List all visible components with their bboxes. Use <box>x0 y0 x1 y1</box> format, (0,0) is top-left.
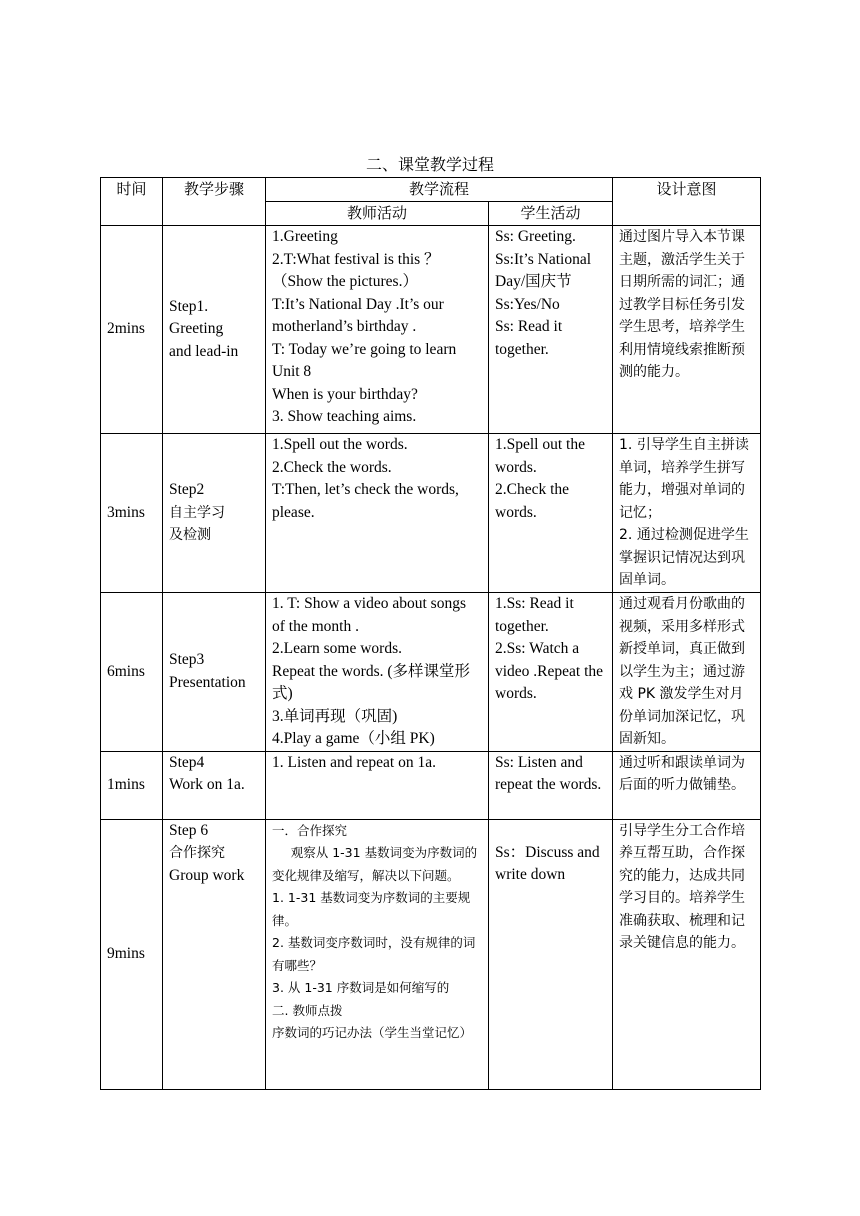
step-cell <box>163 593 266 752</box>
design-intent-cell <box>613 434 761 593</box>
teacher-activity-cell <box>266 593 489 752</box>
step-line: 合作探究 <box>169 845 225 861</box>
header-flow: 教学流程 <box>266 178 613 202</box>
student-line: Ss: Greeting. <box>495 228 576 245</box>
teacher-line: 序数词的巧记办法（学生当堂记忆） <box>272 1025 473 1040</box>
teacher-line: 1. 1-31 基数词变为序数词的主要规律。 <box>272 890 471 928</box>
teacher-line: 1.Spell out the words. <box>272 436 408 453</box>
header-time: 时间 <box>101 178 163 226</box>
step-line: Step3 <box>169 651 205 669</box>
student-line: 2.Check the words. <box>495 481 570 521</box>
step-cell <box>163 819 266 1089</box>
intent-line: 1. 引导学生自主拼读单词，培养学生拼写能力，增强对单词的记忆； <box>619 437 749 521</box>
student-line: Ss: Read it together. <box>495 318 563 358</box>
teacher-line: 1. T: Show a video about songs of the month . <box>272 595 466 635</box>
step-line: Step2 <box>169 481 205 499</box>
design-intent-cell: 通过观看月份歌曲的视频，采用多样形式新授单词，真正做到以学生为主；通过游戏 PK 激发学生对月份单词加深记忆，巩固新知。 <box>613 593 761 752</box>
teacher-line: 1. Listen and repeat on 1a. <box>272 753 436 771</box>
header-student: 学生活动 <box>489 202 613 226</box>
student-activity-cell <box>489 434 613 593</box>
teacher-activity-cell <box>266 434 489 593</box>
teacher-line: Repeat the words. (多样课堂形式) <box>272 662 471 702</box>
teacher-line: 一．合作探究 <box>272 822 348 838</box>
step-line: Step 6 <box>169 821 209 839</box>
teacher-line: When is your birthday? <box>272 385 418 403</box>
step-line: 自主学习 <box>169 504 225 521</box>
teacher-line: 二. 教师点拨 <box>272 1002 343 1018</box>
section-title: 二、课堂教学过程 <box>365 155 494 174</box>
step-line: 及检测 <box>169 527 211 544</box>
student-line: Ss：Discuss and write down <box>495 843 600 883</box>
time-cell: 2mins <box>101 226 163 434</box>
student-line: 1.Ss: Read it together. <box>495 595 574 635</box>
teacher-line: 观察从 1-31 基数词变为序数词的变化规律及缩写，解决以下问题。 <box>272 845 478 883</box>
step-line: Work on 1a. <box>169 776 245 793</box>
teacher-line: 4.Play a game（小组 PK) <box>272 730 435 747</box>
student-line: 1.Spell out the words. <box>495 436 585 476</box>
teacher-activity-cell <box>266 226 489 434</box>
design-intent-cell: 引导学生分工合作培养互帮互助，合作探究的能力，达成共同学习目的。培养学生准确获取、梳理和记录关键信息的能力。 <box>613 819 761 1089</box>
design-intent-cell: 通过听和跟读单词为后面的听力做铺垫。 <box>613 751 761 819</box>
teacher-activity-cell <box>266 751 489 819</box>
table-row <box>101 819 761 1089</box>
step-line: Step4 <box>169 753 205 771</box>
header-steps: 教学步骤 <box>163 178 266 226</box>
table-row <box>101 751 761 819</box>
student-activity-cell <box>489 593 613 752</box>
time-cell: 1mins <box>101 751 163 819</box>
student-activity-cell <box>489 751 613 819</box>
student-activity-cell <box>489 819 613 1089</box>
step-line: Presentation <box>169 673 246 691</box>
teacher-line: 2. 基数词变序数词时，没有规律的词有哪些？ <box>272 935 476 973</box>
step-line: Greeting <box>169 320 224 338</box>
table-row <box>101 593 761 752</box>
step-cell <box>163 751 266 819</box>
header-row <box>101 178 761 202</box>
step-line: Step1. <box>169 297 209 315</box>
student-line: Ss:It’s National Day/国庆节 <box>495 250 592 290</box>
student-activity-cell <box>489 226 613 434</box>
teacher-activity-cell <box>266 819 489 1089</box>
teacher-line: 3.单词再现（巩固) <box>272 707 398 725</box>
teacher-line: 2.Learn some words. <box>272 640 402 657</box>
step-cell <box>163 434 266 593</box>
teacher-line: 2.T:What festival is this ？（Show the pictures.） <box>272 250 440 290</box>
teacher-line: 2.Check the words. <box>272 458 392 476</box>
step-line: and lead-in <box>169 342 239 360</box>
header-intent: 设计意图 <box>613 178 761 226</box>
teacher-line: T:Then, let’s check the words, please. <box>272 481 459 521</box>
intent-line: 2. 通过检测促进学生掌握识记情况达到巩固单词。 <box>619 527 749 588</box>
student-line: Ss:Yes/No <box>495 295 560 313</box>
teacher-line: 3. 从 1-31 序数词是如何缩写的 <box>272 980 450 995</box>
time-cell: 6mins <box>101 593 163 752</box>
student-line: 2.Ss: Watch a video .Repeat the words. <box>495 640 604 702</box>
design-intent-cell: 通过图片导入本节课主题，激活学生关于日期所需的词汇；通过教学目标任务引发学生思考，培养学生利用情境线索推断预测的能力。 <box>613 226 761 434</box>
teacher-line: T: Today we’re going to learn Unit 8 <box>272 340 457 380</box>
table-row <box>101 226 761 434</box>
teacher-line: 1.Greeting <box>272 228 338 245</box>
step-cell <box>163 226 266 434</box>
time-cell: 9mins <box>101 819 163 1089</box>
teacher-line: T:It’s National Day .It’s our motherland’s birthday . <box>272 295 444 335</box>
step-line: Group work <box>169 866 245 884</box>
teacher-line: 3. Show teaching aims. <box>272 408 417 425</box>
lesson-process-table <box>100 177 761 1090</box>
header-teacher: 教师活动 <box>266 202 489 226</box>
table-row <box>101 434 761 593</box>
time-cell: 3mins <box>101 434 163 593</box>
student-line: Ss: Listen and repeat the words. <box>495 753 602 793</box>
